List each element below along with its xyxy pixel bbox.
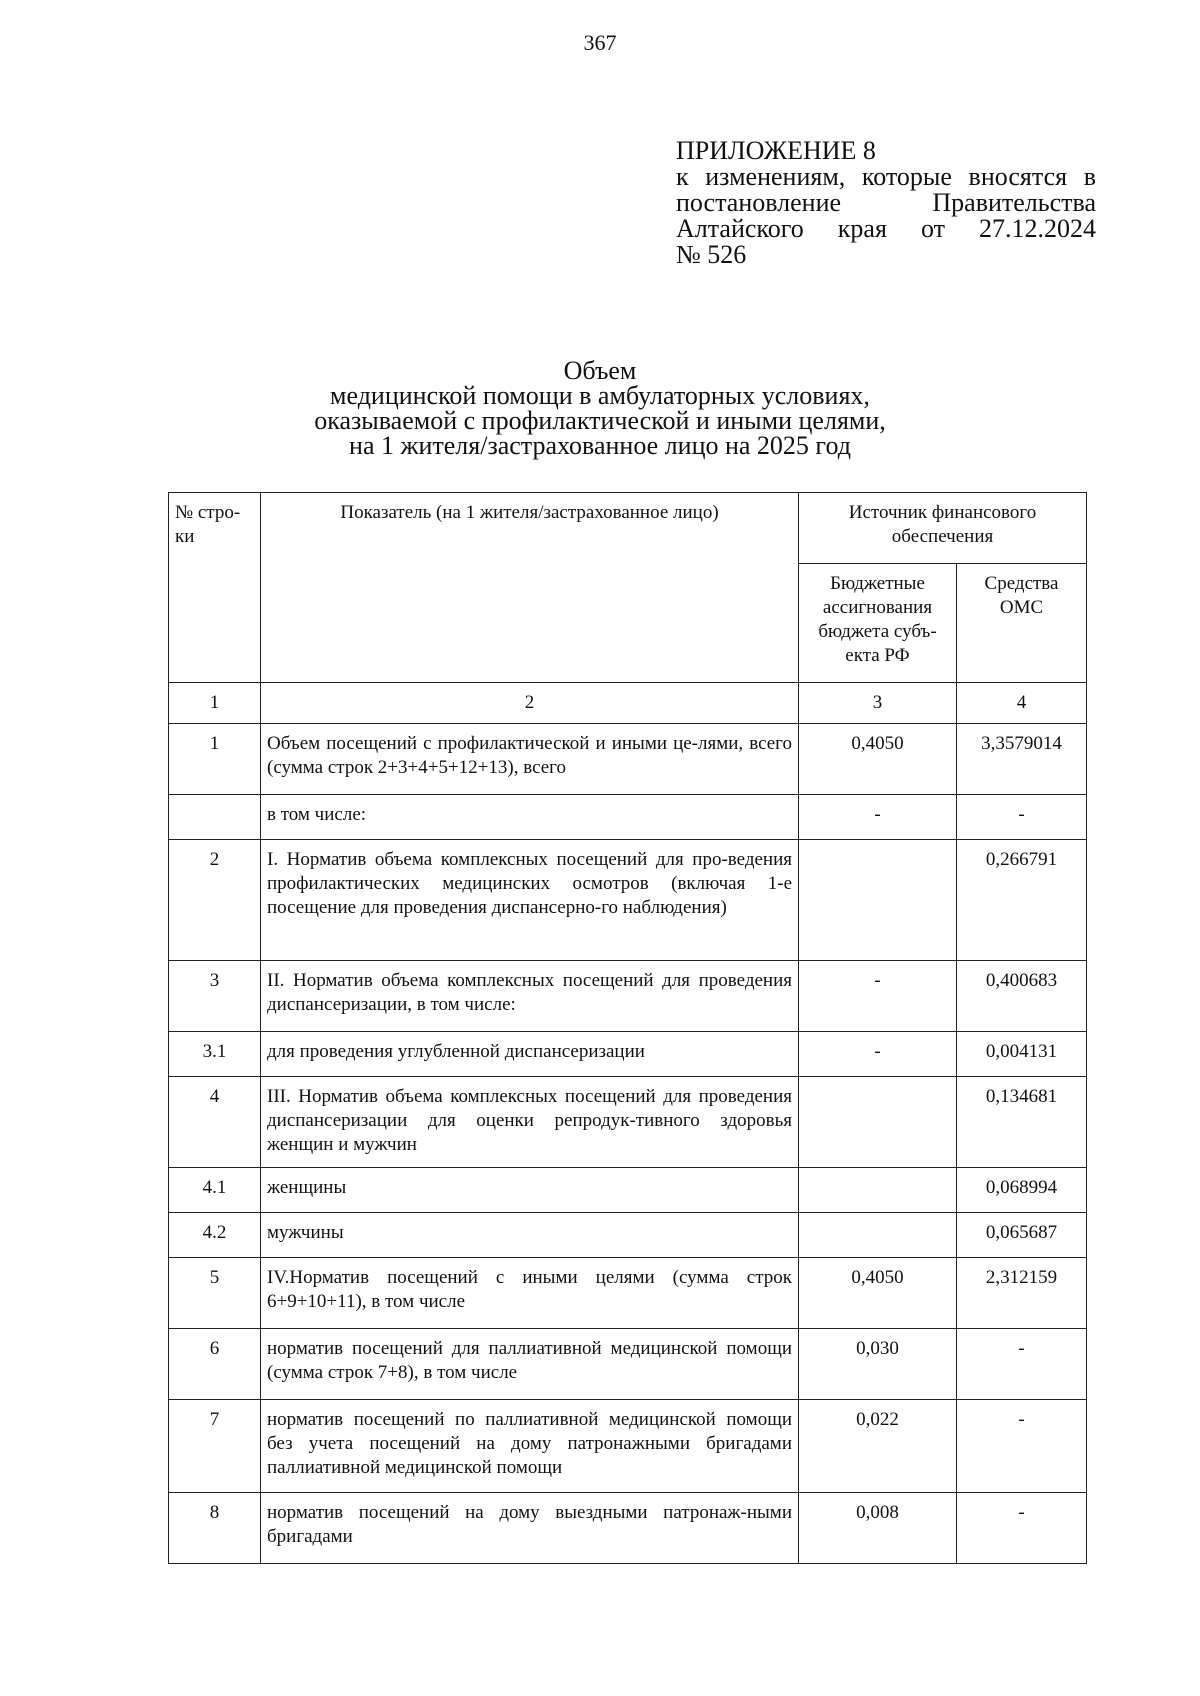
appendix-line-1: к изменениям, которые вносятся в (676, 162, 1096, 191)
indicator-cell: норматив посещений для паллиативной медицинской помощи (сумма строк 7+8), в том числе (261, 1329, 799, 1400)
table-row (169, 961, 1087, 1032)
oms-value-cell: 0,266791 (957, 840, 1087, 961)
indicator-cell: Объем посещений с профилактической и иными це-лями, всего (сумма строк 2+3+4+5+12+13), всего (261, 724, 799, 795)
row-number-cell: 4 (169, 1077, 261, 1168)
oms-value-cell: 2,312159 (957, 1258, 1087, 1329)
column-number: 1 (169, 683, 261, 724)
table-row (169, 795, 1087, 840)
oms-value-cell: 3,3579014 (957, 724, 1087, 795)
table-row (169, 1400, 1087, 1493)
oms-value-cell: - (957, 1329, 1087, 1400)
indicator-cell: норматив посещений на дому выездными патронаж-ными бригадами (261, 1493, 799, 1564)
indicator-cell: мужчины (261, 1213, 799, 1258)
column-number-row (169, 683, 1087, 724)
budget-value-cell: 0,030 (799, 1329, 957, 1400)
column-number: 2 (261, 683, 799, 724)
indicator-cell: в том числе: (261, 795, 799, 840)
column-number: 4 (957, 683, 1087, 724)
header-row-no: № стро-ки (169, 493, 261, 683)
budget-value-cell: 0,022 (799, 1400, 957, 1493)
document-title-line-4: на 1 жителя/застрахованное лицо на 2025 год (349, 431, 851, 460)
budget-value-cell: - (799, 1032, 957, 1077)
budget-value-cell: - (799, 961, 957, 1032)
header-indicator: Показатель (на 1 жителя/застрахованное лицо) (261, 493, 799, 683)
table-row (169, 1258, 1087, 1329)
document-title-line-1: Объем (563, 356, 637, 385)
row-number-cell: 3 (169, 961, 261, 1032)
budget-value-cell (799, 1168, 957, 1213)
indicator-cell: III. Норматив объема комплексных посещений для проведения диспансеризации для оценки репродук-тивного здоровья женщин и мужчин (261, 1077, 799, 1168)
oms-value-cell: - (957, 1400, 1087, 1493)
appendix-block (676, 138, 1096, 268)
table-row (169, 1493, 1087, 1564)
budget-value-cell: 0,4050 (799, 724, 957, 795)
indicator-cell: женщины (261, 1168, 799, 1213)
table-row (169, 1329, 1087, 1400)
budget-value-cell: - (799, 795, 957, 840)
appendix-line-4: № 526 (676, 240, 747, 269)
oms-value-cell: 0,134681 (957, 1077, 1087, 1168)
page-number: 367 (583, 30, 617, 55)
row-number-cell: 6 (169, 1329, 261, 1400)
table-row (169, 724, 1087, 795)
oms-value-cell: - (957, 1493, 1087, 1564)
budget-value-cell: 0,4050 (799, 1258, 957, 1329)
oms-value-cell: 0,065687 (957, 1213, 1087, 1258)
table-row (169, 1032, 1087, 1077)
oms-value-cell: - (957, 795, 1087, 840)
oms-value-cell: 0,400683 (957, 961, 1087, 1032)
indicator-cell: для проведения углубленной диспансеризации (261, 1032, 799, 1077)
budget-value-cell (799, 1213, 957, 1258)
document-title-line-3: оказываемой с профилактической и иными целями, (314, 406, 886, 435)
table-row (169, 1077, 1087, 1168)
header-row (169, 493, 1087, 564)
row-number-cell: 8 (169, 1493, 261, 1564)
appendix-title: ПРИЛОЖЕНИЕ 8 (676, 136, 876, 165)
budget-value-cell (799, 840, 957, 961)
column-number: 3 (799, 683, 957, 724)
appendix-line-2: постановление Правительства (676, 188, 1096, 217)
appendix-line-3: Алтайского края от 27.12.2024 (676, 214, 1096, 243)
budget-value-cell (799, 1077, 957, 1168)
table-row (169, 1168, 1087, 1213)
row-number-cell: 3.1 (169, 1032, 261, 1077)
row-number-cell: 2 (169, 840, 261, 961)
indicator-cell: норматив посещений по паллиативной медицинской помощи без учета посещений на дому патронажными бригадами паллиативной медицинской помощи (261, 1400, 799, 1493)
header-source: Источник финансового обеспечения (799, 493, 1087, 564)
budget-value-cell: 0,008 (799, 1493, 957, 1564)
indicator-cell: I. Норматив объема комплексных посещений для про-ведения профилактических медицинских осмотров (включая 1-е посещение для проведения диспансерно-го наблюдения) (261, 840, 799, 961)
table-row (169, 1213, 1087, 1258)
row-number-cell: 1 (169, 724, 261, 795)
row-number-cell: 7 (169, 1400, 261, 1493)
oms-value-cell: 0,068994 (957, 1168, 1087, 1213)
document-title (0, 358, 1200, 458)
header-budget: Бюджетные ассигнования бюджета субъ-екта РФ (799, 564, 957, 683)
indicator-cell: IV.Норматив посещений с иными целями (сумма строк 6+9+10+11), в том числе (261, 1258, 799, 1329)
volume-table (168, 492, 1087, 1564)
row-number-cell (169, 795, 261, 840)
oms-value-cell: 0,004131 (957, 1032, 1087, 1077)
row-number-cell: 5 (169, 1258, 261, 1329)
row-number-cell: 4.2 (169, 1213, 261, 1258)
document-title-line-2: медицинской помощи в амбулаторных условиях, (330, 381, 870, 410)
header-oms: Средства ОМС (957, 564, 1087, 683)
row-number-cell: 4.1 (169, 1168, 261, 1213)
indicator-cell: II. Норматив объема комплексных посещений для проведения диспансеризации, в том числе: (261, 961, 799, 1032)
table-row (169, 840, 1087, 961)
